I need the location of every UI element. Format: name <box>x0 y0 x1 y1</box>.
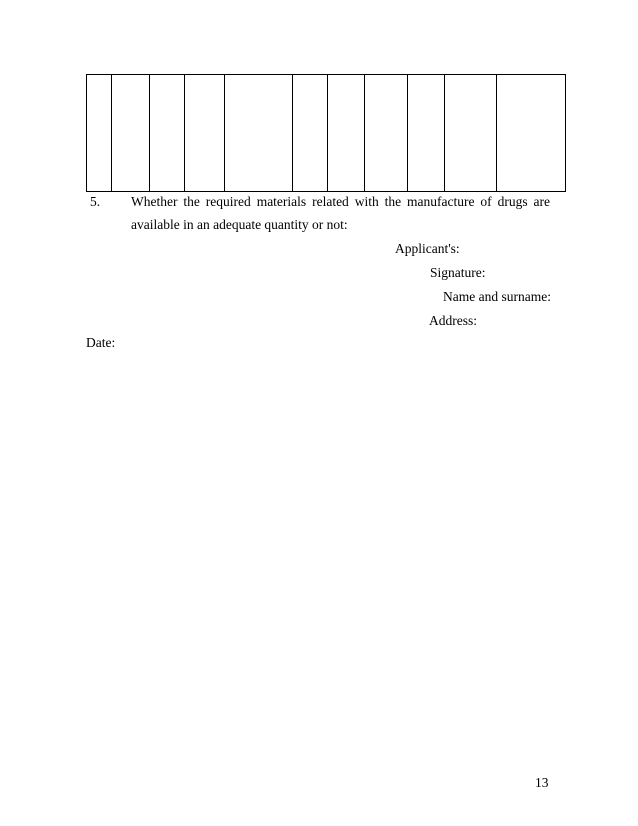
address-label: Address: <box>429 313 477 328</box>
table-cell <box>185 75 225 192</box>
name-surname-label: Name and surname: <box>443 289 551 304</box>
table-cell <box>150 75 185 192</box>
page-number: 13 <box>535 775 549 790</box>
table-cell <box>445 75 497 192</box>
question-text-line2: available in an adequate quantity or not: <box>131 217 348 232</box>
table-cell <box>293 75 328 192</box>
date-label: Date: <box>86 335 116 350</box>
signature-label: Signature: <box>430 265 486 280</box>
applicant-label: Applicant's: <box>395 241 460 256</box>
table-cell <box>365 75 408 192</box>
blank-table <box>86 74 566 192</box>
table-cell <box>497 75 566 192</box>
question-text-line1: Whether the required materials related with the manufacture of drugs are <box>131 194 550 209</box>
table-cell <box>87 75 112 192</box>
question-number: 5. <box>90 194 101 209</box>
table-cell <box>225 75 293 192</box>
table-cell <box>112 75 150 192</box>
table-cell <box>328 75 365 192</box>
table-cell <box>408 75 445 192</box>
table-row <box>87 75 566 192</box>
